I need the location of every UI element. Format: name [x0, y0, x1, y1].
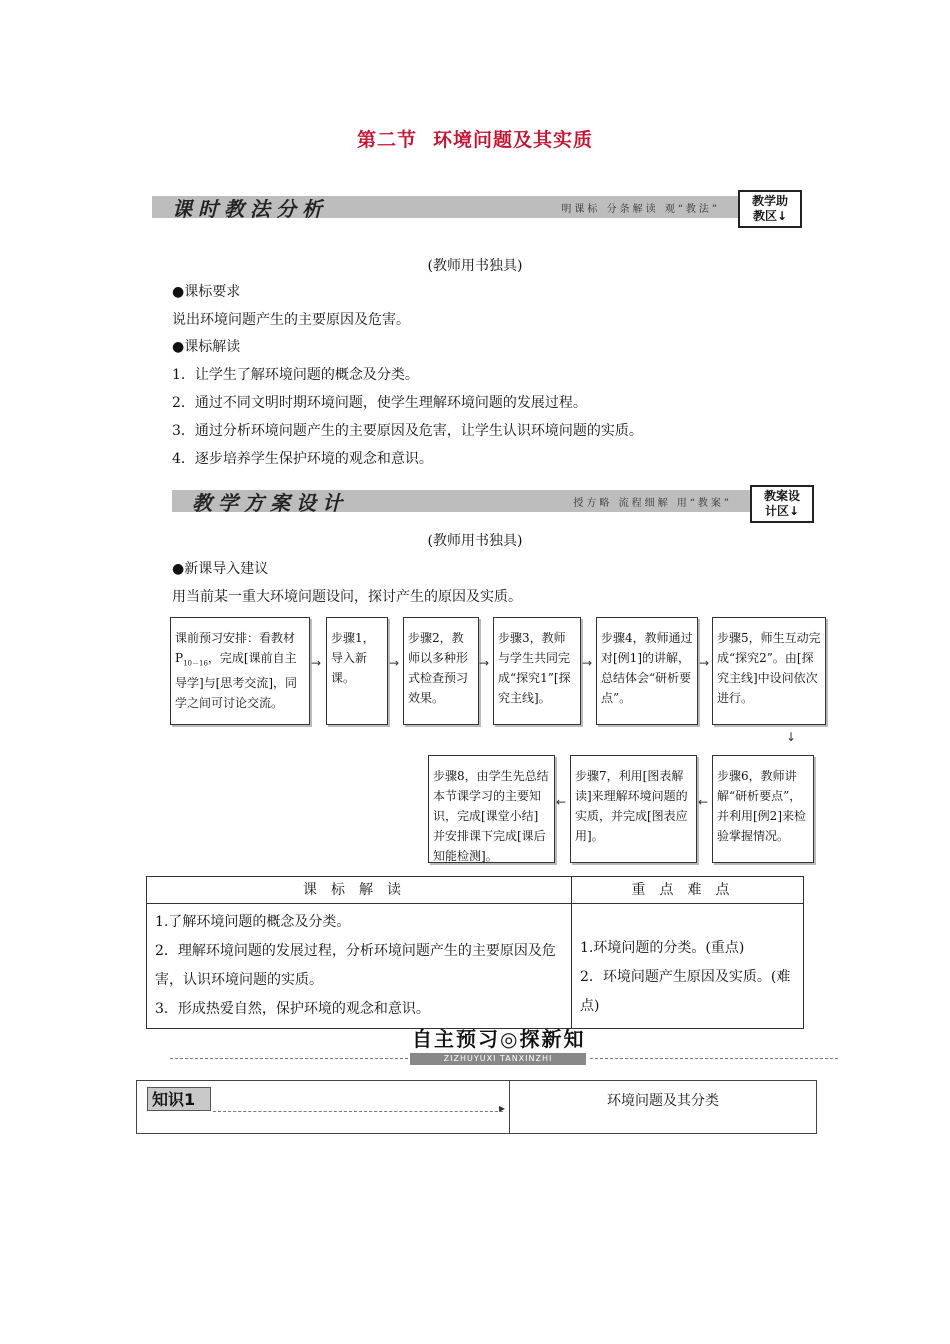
standards-item: 3．形成热爱自然，保护环境的观念和意识。 [155, 1001, 430, 1017]
lesson-plan-badge[interactable] [750, 485, 814, 523]
section-heading-new-lesson: ●新课导入建议 [172, 561, 269, 577]
flow-step-4: 步骤4，教师通过对[例1]的讲解，总结体会“研析要点”。 [596, 617, 698, 725]
lesson-method-banner [152, 196, 738, 221]
interpretation-item: 2．通过不同文明时期环境问题，使学生理解环境问题的发展过程。 [172, 395, 587, 411]
dashed-arrow-line [213, 1111, 503, 1112]
standards-cell [147, 904, 572, 1029]
key-points-cell [572, 904, 804, 1029]
flow-step-preview [170, 617, 310, 725]
teacher-only-note: (教师用书独具) [427, 258, 523, 274]
interpretation-item: 4．逐步培养学生保护环境的观念和意识。 [172, 451, 433, 467]
title-section-number: 第二节 [356, 129, 417, 151]
interpretation-item: 3．通过分析环境问题产生的主要原因及危害，让学生认识环境问题的实质。 [172, 423, 643, 439]
teacher-only-note: (教师用书独具) [427, 533, 523, 549]
section-heading-interpretation: ●课标解读 [172, 339, 241, 355]
page-title [0, 125, 950, 152]
knowledge-box [136, 1080, 817, 1134]
arrow-right-icon: → [389, 656, 400, 670]
flow-step-8: 步骤8，由学生先总结本节课学习的主要知识，完成[课堂小结]并安排课下完成[课后知能检测]。 [428, 755, 555, 863]
arrow-right-icon: → [582, 656, 593, 670]
flow-step-3: 步骤3，教师与学生共同完成“探究1”[探究主线]。 [493, 617, 581, 725]
flow-step-7: 步骤7，利用[图表解读]来理解环境问题的实质，并完成[图表应用]。 [570, 755, 697, 863]
badge-line-1: 教案设 [763, 489, 800, 503]
standards-item: 1.了解环境问题的概念及分类。 [155, 914, 351, 930]
flow-text: ，完成[课前自主导学]与[思考交流]，同学之间可讨论交流。 [175, 651, 298, 711]
arrow-left-icon: ← [556, 795, 567, 809]
lesson-plan-banner [172, 490, 750, 515]
section-heading-requirements: ●课标要求 [172, 284, 241, 300]
badge-line-2: 计区↓ [764, 504, 800, 518]
arrow-right-icon: ▸ [499, 1101, 506, 1115]
banner-heading: 课时教法分析 [172, 196, 328, 221]
banner-subtitle: 授方略 流程细解 用“教案” [573, 497, 732, 509]
arrow-down-icon: ↓ [786, 730, 797, 744]
divider [170, 1058, 408, 1059]
new-lesson-text: 用当前某一重大环境问题设问，探讨产生的原因及实质。 [172, 589, 522, 605]
teaching-aid-badge[interactable] [738, 190, 802, 228]
arrow-right-icon: → [479, 656, 490, 670]
flow-text: 课前预习安排：看教材P [175, 631, 296, 665]
standards-item: 2．理解环境问题的发展过程，分析环境问题产生的主要原因及危害，认识环境问题的实质。 [155, 943, 556, 988]
arrow-right-icon: → [311, 656, 322, 670]
arrow-right-icon: → [699, 656, 710, 670]
title-text: 环境问题及其实质 [433, 129, 594, 151]
section-banner-subtitle: ZIZHUYUXI TANXINZHI [410, 1053, 586, 1065]
divider [590, 1058, 838, 1059]
table-header-key-points: 重点难点 [572, 877, 804, 904]
interpretation-item: 1．让学生了解环境问题的概念及分类。 [172, 367, 419, 383]
self-study-section-banner [170, 1023, 838, 1061]
key-point-item: 2．环境问题产生原因及实质。(难点) [580, 969, 791, 1014]
knowledge-title: 环境问题及其分类 [607, 1093, 719, 1109]
standards-table [146, 876, 804, 1029]
flow-step-2: 步骤2，教师以多种形式检查预习效果。 [403, 617, 479, 725]
key-point-item: 1.环境问题的分类。(重点) [580, 940, 745, 956]
flow-step-6: 步骤6，教师讲解“研析要点”，并利用[例2]来检验掌握情况。 [712, 755, 814, 863]
badge-line-2: 教区↓ [752, 209, 788, 223]
arrow-left-icon: ← [698, 795, 709, 809]
badge-line-1: 教学助 [751, 194, 788, 208]
knowledge-tag: 知识1 [147, 1087, 211, 1111]
flow-step-5: 步骤5，师生互动完成“探究2”。由[探究主线]中设问依次进行。 [712, 617, 826, 725]
requirements-text: 说出环境问题产生的主要原因及危害。 [172, 312, 410, 328]
table-header-standards: 课标解读 [147, 877, 572, 904]
banner-heading: 教学方案设计 [192, 490, 348, 515]
flow-step-1: 步骤1，导入新课。 [326, 617, 388, 725]
page-range: 10－16 [183, 659, 208, 668]
banner-subtitle: 明课标 分条解读 观“教法” [561, 203, 720, 215]
section-banner-title: 自主预习◎探新知 [412, 1027, 586, 1051]
